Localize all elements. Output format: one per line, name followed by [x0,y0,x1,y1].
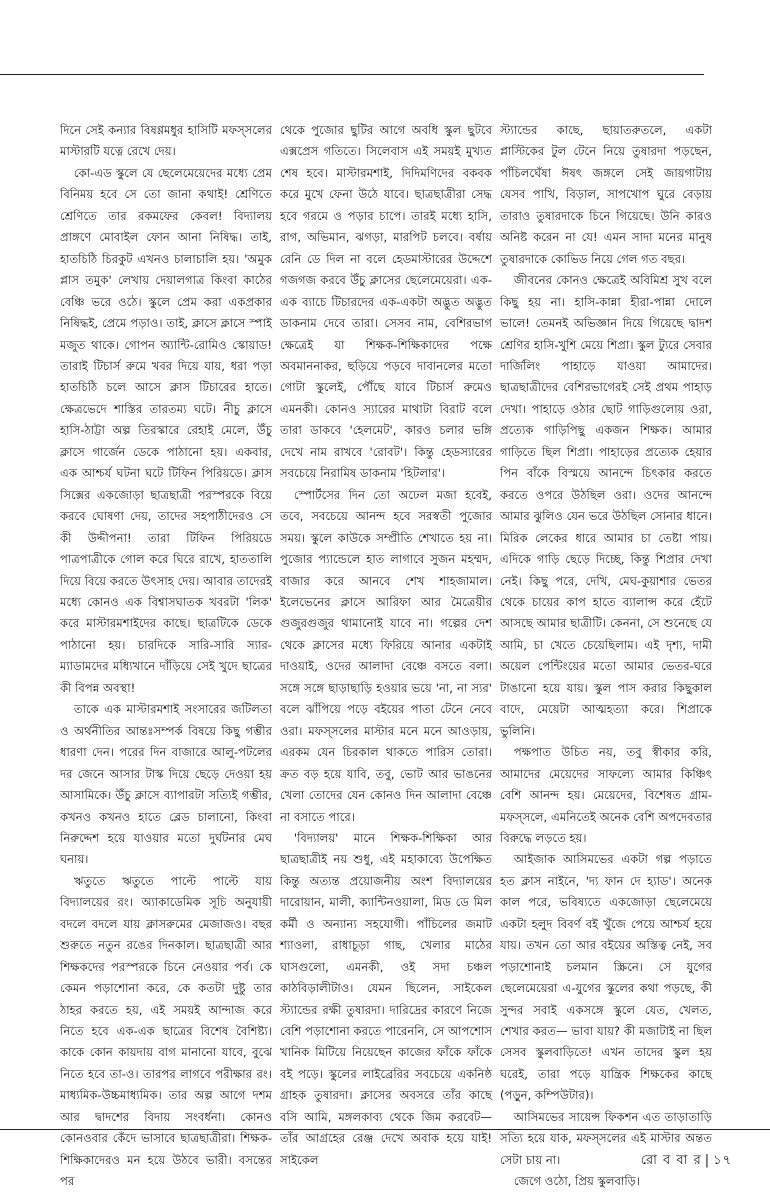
paragraph: জেগে ওঠো, প্রিয় স্কুলবাড়ি। [513,1174,641,1189]
paragraph: থেকে পুজোর ছুটির আগে অবধি স্কুল ছুটবে এক্সপ্রেস গতিতে। সিলেবাস এই সময়ই মুখ্যত শেষ হবে। মাস্টারমশাই, দিদিমণিদের বকবক করে মুখে ফেনা উঠে যাবে। ছাত্রছাত্রীরা সেদ্ধ হবে গরমে ও পড়ার চাপে। তারই মধ্যে হাসি, রাগ, অভিমান, ঝগড়া, মারপিট চলবে। বর্ষায় রেনি ডে দিল না বলে হেডমাস্টারের উদ্দেশে গজগজ করবে উঁচু ক্লাসের ছেলেমেয়েরা। এক-এক ব্যাচে টিচারদের এক-একটা অদ্ভুত অদ্ভুত ডাকনাম দেবে তারা। সেসব নাম, বেশিরভাগ ক্ষেত্রেই যা শিক্ষক-শিক্ষিকাদের পক্ষে অবমাননাকর, ছড়িয়ে পড়বে দাবানলের মতো গোটা স্কুলেই, পৌঁছে যাবে টিচার্স রুমেও এমনকী। কোনও স্যারের মাথাটা বিরাট বলে তারা ডাকবে 'হেলমেট', কারও চলার ভঙ্গি দেখে নাম রাখবে 'রোবট'। কিন্তু হেডস্যারের সবচেয়ে নিরামিষ ডাকনাম 'হিটলার'। [280,123,492,481]
article-column-2 [280,120,492,1171]
article-column-3 [500,120,712,1193]
paragraph: জীবনের কোনও ক্ষেত্রেই অবিমিশ্র সুখ বলে কিছু হয় না। হাসি-কান্না হীরা-পান্না দোলে ভালে! তেমনই অভিজ্ঞান দিয়ে গিয়েছে দ্বাদশ শ্রেণির হাসি-খুশি মেয়ে শিপ্রা। স্কুল ট্যুরে সেবার দার্জিলিং পাহাড়ে যাওয়া আমাদের। ছাত্রছাত্রীদের বেশিরভাগেরই সেই প্রথম পাহাড় দেখা। পাহাড়ে ওঠার ছোট গাড়িগুলোয় ওরা, প্রত্যেক গাড়িপিছু একজন শিক্ষক। আমার গাড়িতে ছিল শিপ্রা। পাহাড়ের প্রত্যেক হেয়ার পিন বাঁকে বিস্ময়ে আনন্দে চিৎকার করতে করতে ওপরে উঠছিল ওরা। ওদের আনন্দে আমার ঝুলিও যেন ভরে উঠছিল সোনার ধানে। মিরিক লেকের ধারে আমার চা তেষ্টা পায়। এদিকে গাড়ি ছেড়ে দিচ্ছে, কিন্তু শিপ্রার দেখা নেই। কিছু পরে, দেখি, মেঘ-কুয়াশার ভেতর থেকে চায়ের কাপ হাতে ব্যালান্স করে হেঁটে আসছে আমার ছাত্রীটি। কেননা, সে শুনেছে যে আমি, চা খেতে চেয়েছিলাম। এই দৃশ্য, দামী অয়েল পেন্টিংয়ের মতো আমার ভেতর-ঘরে টাঙানো হয়ে যায়। স্কুল পাস করার কিছুকাল বাদে, মেয়েটা আত্মহত্যা করে। শিপ্রাকে ভুলিনি। [500,273,712,738]
paragraph: দিনে সেই কন্যার বিষণ্ণমধুর হাসিটি মফস্সলের মাস্টারটি যত্নে রেখে দেয়। [60,123,272,159]
paragraph: স্পোর্টসের দিন তো অঢেল মজা হবেই, তবে, সবচেয়ে আনন্দ হবে সরস্বতী পুজোর সময়। স্কুলে কাউকে সম্প্রীতি শেখাতে হয় না। পুজোর প্যান্ডেলে হাত লাগাবে সুজন মহম্মদ, বাজার করে আনবে শেখ শাহজামাল। ইলেভেনের ক্লাসে আরিফা আর মৈত্রেয়ীর গুজুরগুজুর থামানোই যাবে না। গল্পের দেশ থেকে ক্লাসের মধ্যে ফিরিয়ে আনার একটাই দাওয়াই, ওদের আলাদা বেঞ্চে বসতে বলা। সঙ্গে সঙ্গে ছাড়াছাড়ি হওয়ার ভয়ে 'না, না স্যর' বলে ঝাঁপিয়ে পড়ে বইয়ের পাতা টেনে নেবে ওরা। মফস্সলের মাস্টার মনে মনে আওড়ায়, এরকম যেন চিরকাল থাকতে পারিস তোরা। ক্রত বড় হয়ে যাবি, তবু, ভোট আর ভাঙনের খেলা তোদের যেন কোনও দিন আলাদা বেঞ্চে না বসাতে পারে। [280,487,492,824]
paragraph: স্ট্যান্ডের কাছে, ছায়াতরুতলে, একটা প্লাস্টিকের টুল টেনে নিয়ে তুষারদা পড়ছেন, পাঁচিলঘেঁষা ঈষৎ জঙ্গলে সেই জায়গাটায় যেসব পাখি, বিড়াল, সাপখোপ ঘুরে বেড়ায় তারাও তুষারদাকে চিনে গিয়েছে। উনি কারও অনিষ্ট করেন না যে! এমন সাদা মনের মানুষ তুষারদাকে কোভিড নিয়ে গেল গত বছর। [500,123,712,266]
article-column-1 [60,120,272,1193]
paragraph: আইজাক আসিমভের একটা গল্প পড়াতে হত ক্লাস নাইনে, 'দ্য ফান দে হ্যাড'। অনেক কাল পরে, ভবিষ্যতে একজোড়া ছেলেমেয়ে একটা হলুদ বিবর্ণ বই খুঁজে পেয়ে আশ্চর্য হয়ে যায়। তখন তো আর বইয়ের অস্তিত্ব নেই, সব পড়াশোনাই চলমান স্ক্রিনে। সে যুগের ছেলেমেয়েরা এ-যুগের স্কুলের কথা পড়ছে, কী সুন্দর সবাই একসঙ্গে স্কুলে যেত, খেলত, শেখার করত— ভাবা যায়? কী মজাটাই না ছিল সেসব স্কুলবাড়িতে! এখন তাদের স্কুল হয় ঘরেই, তারা পড়ে যান্ত্রিক শিক্ষকের কাছে (পড়ুন, কম্পিউটার)। [500,852,712,1103]
magazine-name: রো ব বা র [640,1153,702,1168]
paragraph: তাকে এক মাস্টারমশাই সংসারের জটিলতা ও অর্থনীতির আন্তঃসম্পর্ক বিষয়ে কিছু গম্ভীর ধারণা দেন। পরের দিন বাজারে আলু-পটলের দর জেনে আসার টাস্ক দিয়ে ছেড়ে দেওয়া হয় আসামিকে। উঁচু ক্লাসে ব্যাপারটা সত্যিই গম্ভীর, কখনও কখনও হাতে ব্লেড চালানো, কিংবা নিরুদ্দেশ হয়ে যাওয়ার মতো দুর্ঘটনার মেঘ ঘনায়। [60,702,272,867]
top-rule [0,74,704,75]
page-number: ১৭ [713,1153,732,1168]
footer-separator: | [704,1153,711,1168]
paragraph: কো-এড স্কুলে যে ছেলেমেয়েদের মধ্যে প্রেম বিনিময় হবে সে তো জানা কথাই! শ্রেণিতে শ্রেণিতে তার রকমফের কেবল! বিদ্যালয় প্রাঙ্গণে মোবাইল ফোন আনা নিষিদ্ধ। তাই, হাতচিঠি চিরকুট এখনও চালাচালি হয়। 'অমুক প্লাস তমুক' লেখায় দেয়ালগাত্র কিংবা কাঠের বেঞ্চি ভরে ওঠে। স্কুলে প্রেম করা একপ্রকার নিষিদ্ধই, প্রেমে পড়াও। তাই, ক্লাসে ক্লাসে স্পাই মজুত থাকে। গোপন অ্যান্টি-রোমিও স্কোয়াড! তারাই টিচার্স রুমে খবর দিয়ে যায়, ধরা পড়া হাতচিঠি চলে আসে ক্লাস টিচারের হাতে। ক্ষেত্রভেদে শাস্তির তারতম্য ঘটে। নীচু ক্লাসে হাসি-ঠাট্টা অল্প তিরস্কারে রেহাই মেলে, উঁচু ক্লাসে গার্জেন ডেকে পাঠানো হয়। একবার, এক আশ্চর্য ঘটনা ঘটে টিফিন পিরিয়ডে। ক্লাস সিক্সের একজোড়া ছাত্রছাত্রী পরস্পরকে বিয়ে করবে ঘোষণা দেয়, তাদের সহপাঠীদেরও সে কী উদ্দীপনা! তারা টিফিন পিরিয়ডে পাত্রপাত্রীকে গোল করে ঘিরে রাখে, হাততালি দিয়ে বিয়ে করতে উৎসাহ দেয়। আবার তাদেরই মধ্যে কোনও এক বিশ্বাসঘাতক খবরটা 'লিক' করে মাস্টারমশাইদের কাছে। ছাত্রটিকে ডেকে পাঠানো হয়। চারদিকে সারি-সারি স্যার-ম্যাডামদের মধ্যিখানে দাঁড়িয়ে সেই খুদে ছাত্রের কী বিপন্ন অবস্থা! [60,165,272,695]
paragraph: আসিমভের সায়েন্স ফিকশন এত তাড়াতাড়ি সত্যি হয়ে যাক, মফস্সলের এই মাস্টার অন্তত সেটা চায় না। [500,1109,712,1167]
paragraph: ঋতুতে ঋতুতে পাল্টে পাল্টে যায় বিদ্যালয়ের রং। অ্যাকাডেমিক সূচি অনুযায়ী বদলে বদলে যায় ক্লাসরুমের মেজাজও। বছর শুরুতে নতুন রঙের দিনকাল। ছাত্রছাত্রী আর শিক্ষকদের পরস্পরকে চিনে নেওয়ার পর্ব। কে কেমন পড়াশোনা করে, কে কতটা দুষ্টু তার ঠাহর করতে হয়, এই সময়ই আন্দাজ করে নিতে হবে এক-এক ছাত্রের বিশেষ বৈশিষ্ট্য। কাকে কোন কায়দায় বাগ মানানো যাবে, বুঝে নিতে হবে তা-ও। তারপর লাগবে পরীক্ষার রং। মাধ্যমিক-উচ্চমাধ্যমিক। তার অল্প আগে দশম আর দ্বাদশের বিদায় সংবর্ধনা। কোনও কোনওবার কেঁদে ভাসাবে ছাত্রছাত্রীরা। শিক্ষক-শিক্ষিকাদেরও মন হয়ে উঠবে ভারী। বসন্তের পর [60,873,272,1189]
page-footer [641,1151,732,1172]
paragraph: পক্ষপাত উচিত নয়, তবু স্বীকার করি, আমাদের মেয়েদের সাফল্যে আমার কিঞ্চিৎ বেশি আনন্দ হয়। মেয়েদের, বিশেষত গ্রাম-মফস্সলে, এমনিতেই অনেক বেশি অপদেবতার বিরুদ্ধে লড়তে হয়। [500,745,712,845]
bottom-rule [0,1129,770,1130]
paragraph: 'বিদ্যালয়' মানে শিক্ষক-শিক্ষিকা আর ছাত্রছাত্রীই নয় শুধু, এই মহাকাব্যে উপেক্ষিত কিন্তু অত্যন্ত প্রয়োজনীয় অংশ বিদ্যালয়ের দারোয়ান, মালী, ক্যান্টিনওয়ালা, মিড ডে মিল কর্মী ও অন্যান্য সহযোগী। পাঁচিলের জমাট শ্যাওলা, রাধাচূড়া গাছ, খেলার মাঠের ঘাসগুলো, এমনকী, ওই সদা চঞ্চল কাঠবিড়ালীটাও। যেমন ছিলেন, সাইকেল স্ট্যান্ডের রক্ষী তুষারদা। দারিদ্রের কারণে নিজে বেশি পড়াশোনা করতে পারেননি, সে আপশোস খানিক মিটিয়ে নিয়েছেন কাজের ফাঁকে ফাঁকে বই পড়ে। স্কুলের লাইব্রেরির সবচেয়ে একনিষ্ঠ গ্রাহক তুষারদা। ক্লাসের অবসরে তাঁর কাছে বসি আমি, মঙ্গলকাব্য থেকে জিম করবেট— তাঁর আগ্রহের রেঞ্জ দেখে অবাক হয়ে যাই! সাইকেল [280,830,492,1167]
